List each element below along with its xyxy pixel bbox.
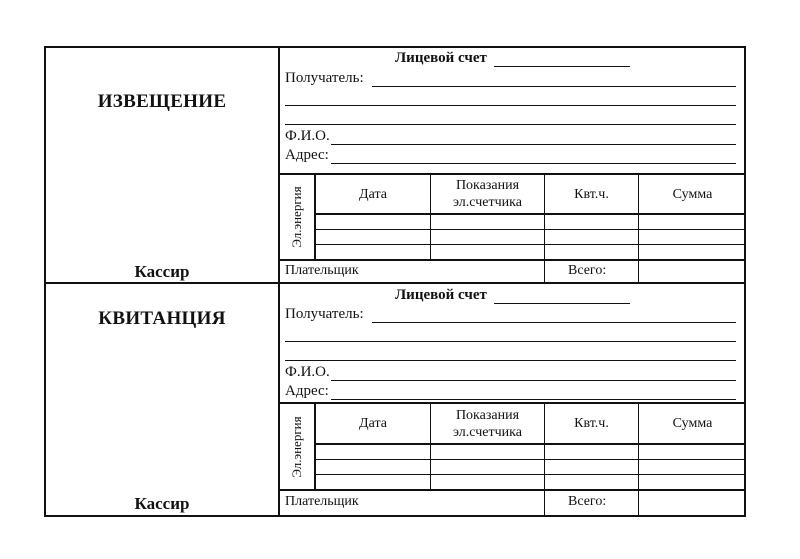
notice-title: ИЗВЕЩЕНИЕ xyxy=(97,91,227,112)
notice-fio-label: Ф.И.О. xyxy=(285,128,330,144)
receipt-account-label: Лицевой счет xyxy=(395,287,487,303)
notice-address-line xyxy=(331,163,736,164)
notice-table-bottom xyxy=(279,259,746,261)
notice-table-header-bottom xyxy=(314,213,746,215)
receipt-blank-line-1 xyxy=(285,341,736,342)
notice-account-label: Лицевой счет xyxy=(395,50,487,66)
frame-bottom xyxy=(44,515,746,517)
receipt-col-date: Дата xyxy=(359,416,387,431)
receipt-fio-line xyxy=(331,380,736,381)
receipt-col-kwh: Квт.ч. xyxy=(574,416,609,431)
notice-blank-line-1 xyxy=(285,105,736,106)
notice-address-label: Адрес: xyxy=(285,147,329,163)
receipt-cashier-label: Кассир xyxy=(134,494,190,513)
receipt-account-underline xyxy=(494,303,630,304)
frame-top xyxy=(44,46,746,48)
section-divider xyxy=(44,282,746,284)
notice-col-date: Дата xyxy=(359,186,387,202)
receipt-address-label: Адрес: xyxy=(285,383,329,399)
receipt-table-row-line-1 xyxy=(314,459,746,460)
receipt-payer-label: Плательщик xyxy=(285,494,359,509)
receipt-col-meter: Показания эл.счетчика xyxy=(453,407,522,440)
receipt-col-sum: Сумма xyxy=(672,416,713,431)
receipt-energy-label: Эл.энергия xyxy=(289,416,304,478)
receipt-address-line xyxy=(331,399,736,400)
notice-recipient-line xyxy=(372,86,736,87)
notice-payer-label: Плательщик xyxy=(285,263,359,278)
notice-blank-line-2 xyxy=(285,124,736,125)
receipt-table-bottom xyxy=(279,489,746,491)
receipt-recipient-line xyxy=(372,322,736,323)
notice-col-meter: Показания эл.счетчика xyxy=(453,178,522,210)
receipt-blank-line-2 xyxy=(285,360,736,361)
receipt-fio-label: Ф.И.О. xyxy=(285,364,330,380)
notice-table-row-line-1 xyxy=(314,229,746,230)
receipt-title: КВИТАНЦИЯ xyxy=(98,308,226,329)
notice-table-row-line-2 xyxy=(314,244,746,245)
receipt-table-row-line-2 xyxy=(314,474,746,475)
notice-account-underline xyxy=(494,66,630,67)
notice-total-label: Всего: xyxy=(568,263,607,278)
notice-recipient-label: Получатель: xyxy=(285,70,364,86)
notice-energy-label: Эл.энергия xyxy=(289,186,304,248)
receipt-table-header-bottom xyxy=(314,443,746,445)
notice-fio-line xyxy=(331,144,736,145)
notice-cashier-label: Кассир xyxy=(134,262,190,281)
receipt-total-label: Всего: xyxy=(568,494,607,509)
notice-col-sum: Сумма xyxy=(672,186,713,202)
receipt-recipient-label: Получатель: xyxy=(285,306,364,322)
notice-col-kwh: Квт.ч. xyxy=(574,186,609,202)
